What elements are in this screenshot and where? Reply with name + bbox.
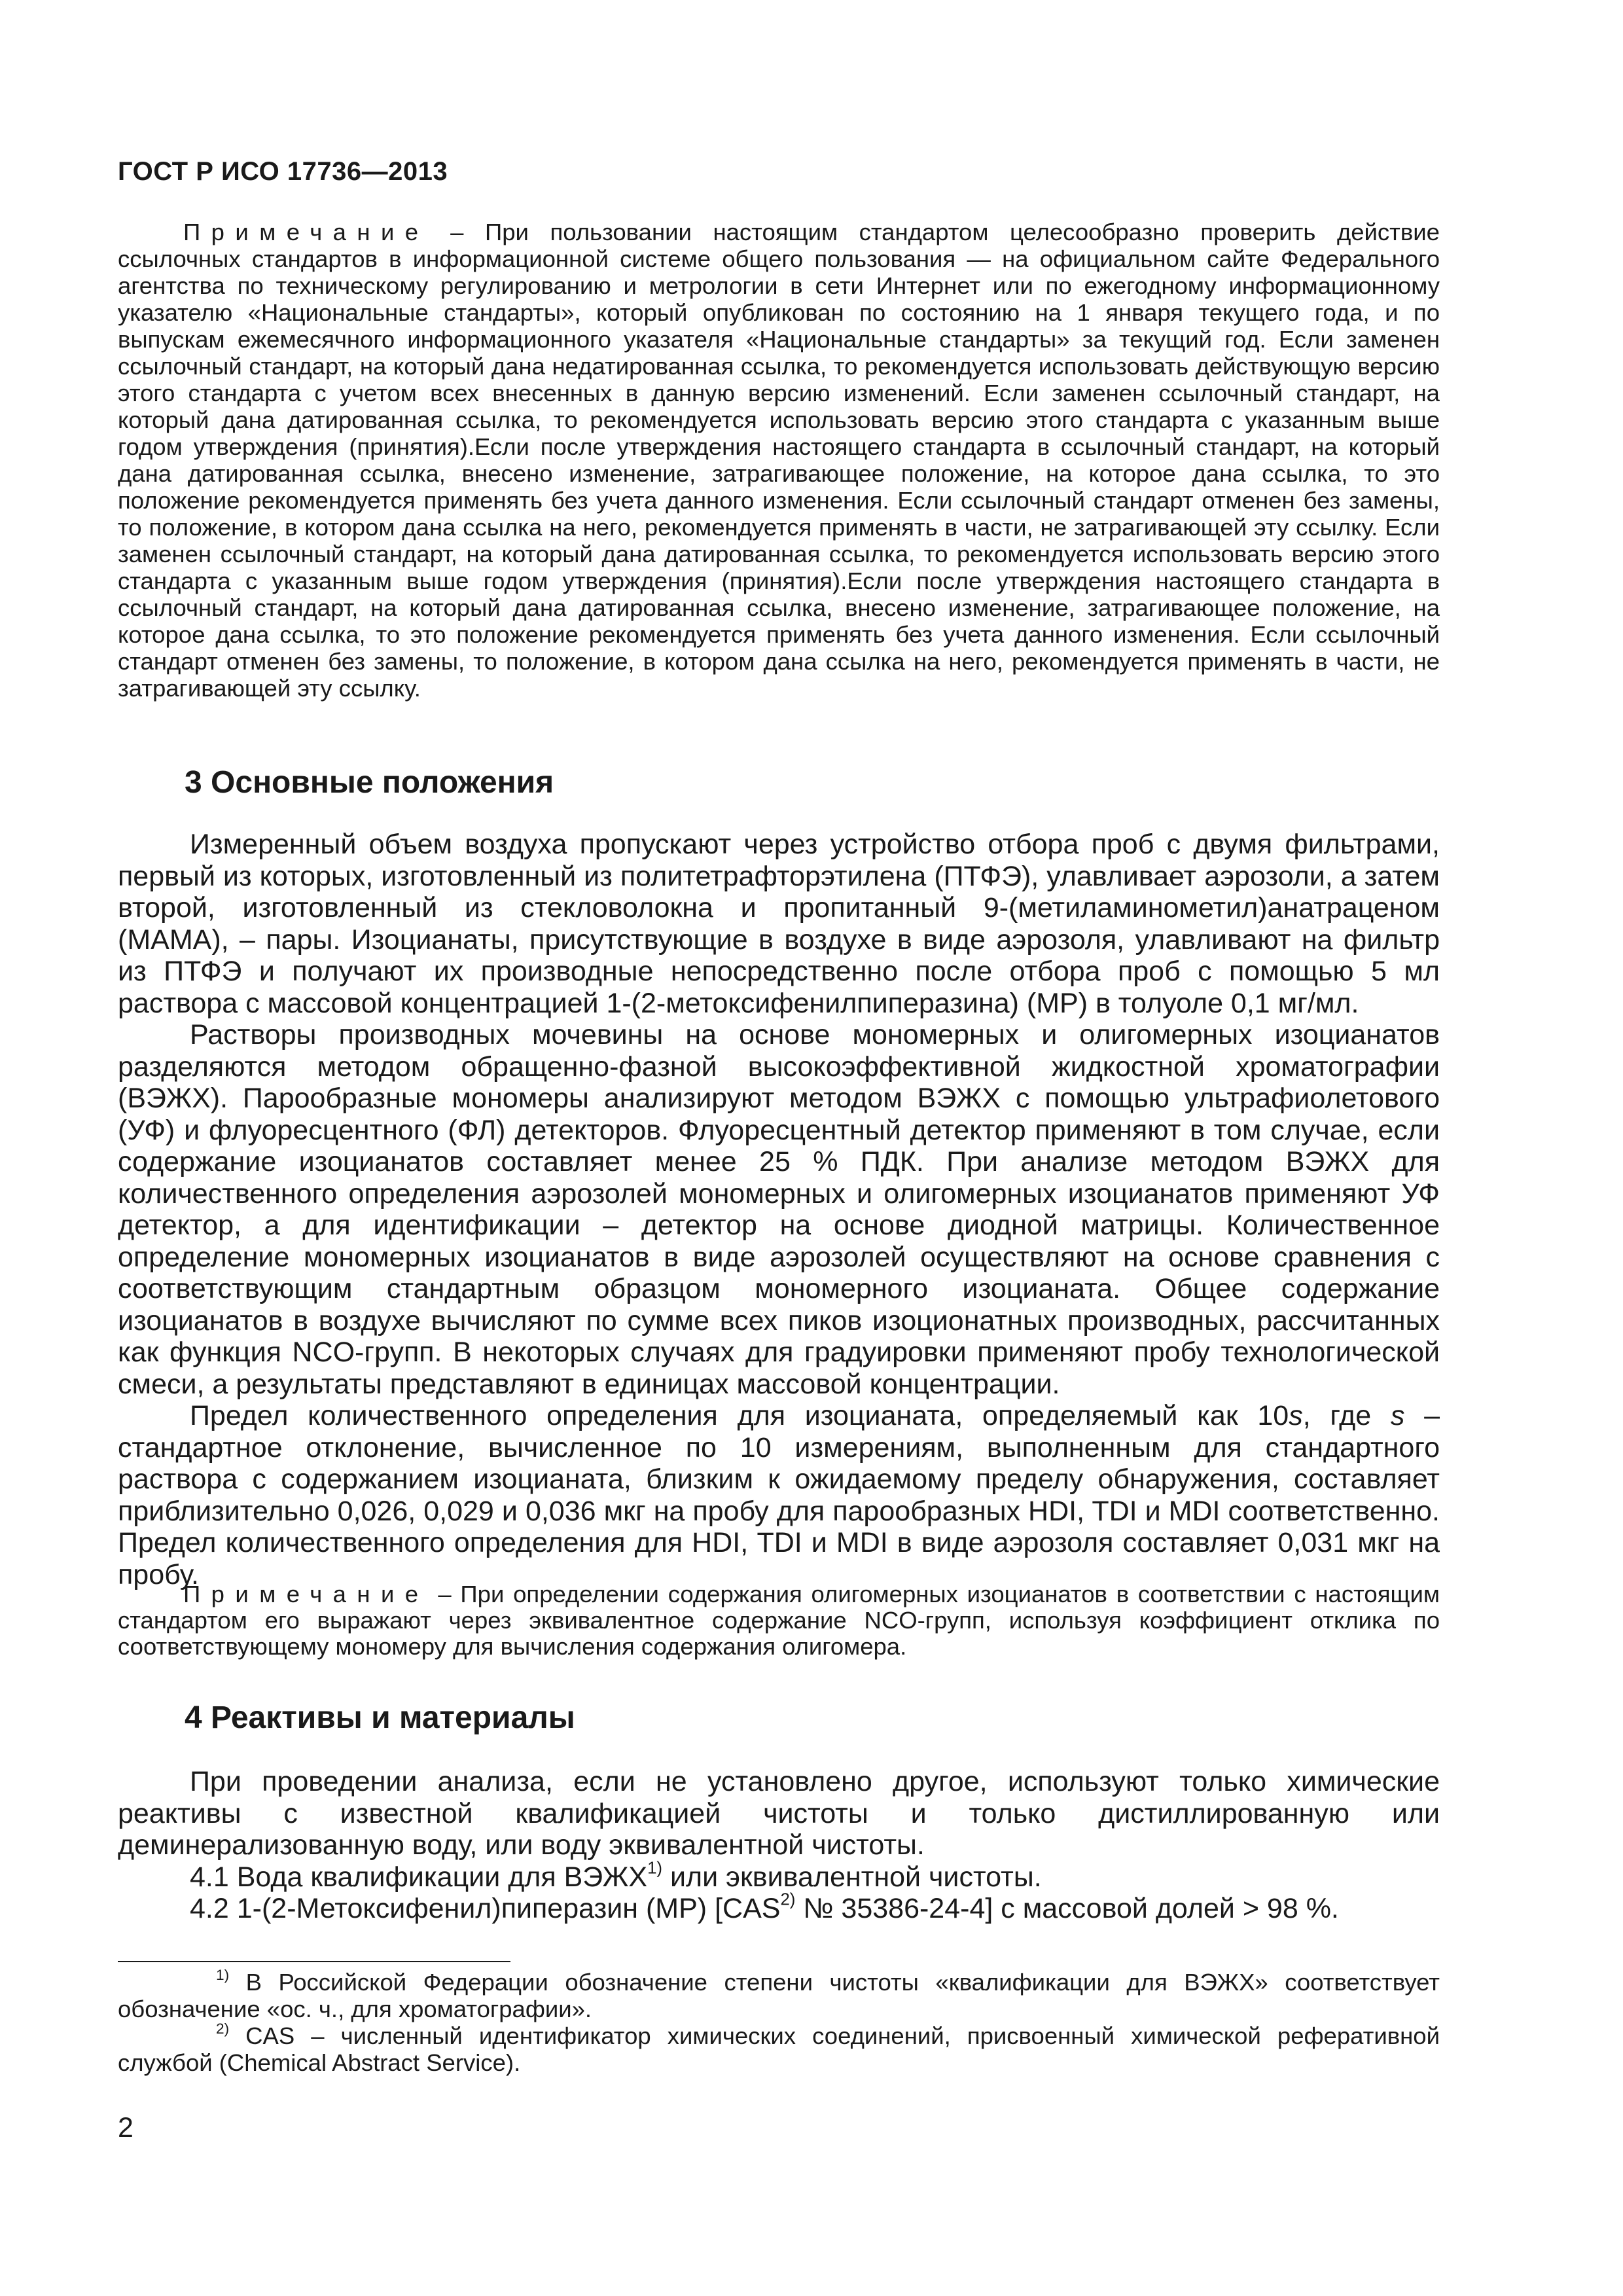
footnote-text: В Российской Федерации обозначение степени чистоты «квалификации для ВЭЖХ» соответствует обозначение «ос. ч., для хроматографии». [118, 1969, 1440, 2022]
document-header: ГОСТ Р ИСО 17736—2013 [118, 157, 448, 186]
symbol-s: s [1390, 1400, 1405, 1431]
note-text: При определении содержания олигомерных изоцианатов в соответствии с настоящим стандартом его выражают через эквивалентное содержание NCO-групп, используя коэффициент отклика по соответствующему мономеру для вычисления содержания олигомера. [118, 1581, 1440, 1660]
paragraph-text: Предел количественного определения для изоцианата, определяемый как 10 [190, 1400, 1289, 1431]
section-3-paragraph-1: Измеренный объем воздуха пропускают через устройство отбора проб с двумя фильтрами, первый из которых, изготовленный из политетрафторэтилена (ПТФЭ), улавливает аэрозоли, а затем второй, изготовленный из стекловолокна и пропитанный 9-(метиламинометил)анатраценом (МАМА), – пары. Изоцианаты, присутствующие в воздухе в виде аэрозоля, улавливают на фильтр из ПТФЭ и получают их производные непосредственно после отбора проб с помощью 5 мл раствора с массовой концентрацией 1-(2-метоксифенилпиперазина) (МР) в толуоле 0,1 мг/мл. [118, 829, 1440, 1019]
footnote-mark: 2) [216, 2020, 230, 2037]
paragraph-text: – стандартное отклонение, вычисленное по 10 измерениям, выполненным для стандартного раствора с содержанием изоцианата, близким к ожидаемому пределу обнаружения, составляет приблизительно 0,026, 0,029 и 0,036 мкг на пробу для парообразных HDI, TDI и MDI соответственно. Предел количественного определения для HDI, TDI и MDI в виде аэрозоля составляет 0,031 мкг на пробу. [118, 1400, 1440, 1590]
item-text: или эквивалентной чистоты. [662, 1861, 1042, 1893]
section-3-body [118, 829, 1440, 1590]
symbol-s: s [1289, 1400, 1303, 1431]
item-text: 4.2 1-(2-Метоксифенил)пиперазин (МР) [CAS [190, 1893, 781, 1924]
section-4-body [118, 1766, 1440, 1925]
section-4-title: 4 Реактивы и материалы [185, 1700, 575, 1735]
section-3-title: 3 Основные положения [185, 765, 554, 800]
note-dash: – [450, 219, 464, 245]
footnote-mark: 1) [216, 1967, 230, 1984]
item-4-2 [118, 1890, 1440, 1925]
section-4-intro: При проведении анализа, если не установлено другое, используют только химические реактивы с известной квалификацией чистоты и только дистиллированную или деминерализованную воду, или воду эквивалентной чистоты. [118, 1766, 1440, 1861]
note-oligomers [118, 1581, 1440, 1660]
note-label: Примечание [183, 219, 429, 245]
footnote-separator [118, 1961, 510, 1962]
note-references [118, 219, 1440, 702]
item-text: 4.1 Вода квалификации для ВЭЖХ [190, 1861, 648, 1893]
footnote-text: CAS – численный идентификатор химических соединений, присвоенный химической реферативной службой (Chemical Abstract Service). [118, 2022, 1440, 2076]
item-text: № 35386-24-4] с массовой долей > 98 %. [795, 1893, 1339, 1924]
footnote-1 [118, 1969, 1440, 2022]
paragraph-text: , где [1302, 1400, 1391, 1431]
section-3-paragraph-2: Растворы производных мочевины на основе мономерных и олигомерных изоцианатов разделяются методом обращенно-фазной высокоэффективной жидкостной хроматографии (ВЭЖХ). Парообразные мономеры анализируют методом ВЭЖХ с помощью ультрафиолетового (УФ) и флуоресцентного (ФЛ) детекторов. Флуоресцентный детектор применяют в том случае, если содержание изоцианатов составляет менее 25 % ПДК. При анализе методом ВЭЖХ для количественного определения аэрозолей мономерных и олигомерных изоцианатов применяют УФ детектор, а для идентификации – детектор на основе диодной матрицы. Количественное определение мономерных изоцианатов в виде аэрозолей осуществляют на основе сравнения с соответствующим стандартным образцом мономерного изоцианата. Общее содержание изоцианатов в воздухе вычисляют по сумме всех пиков изоционатных производных, рассчитанных как функция NCO-групп. В некоторых случаях для градуировки применяют пробу технологической смеси, а результаты представляют в единицах массовой концентрации. [118, 1019, 1440, 1400]
footnote-ref-1: 1) [647, 1859, 663, 1878]
footnotes [118, 1969, 1440, 2076]
footnote-ref-2: 2) [780, 1890, 796, 1909]
page-number: 2 [118, 2112, 134, 2144]
note-label: Примечание [183, 1581, 429, 1607]
footnote-2 [118, 2022, 1440, 2076]
note-text: При пользовании настоящим стандартом целесообразно проверить действие ссылочных стандартов в информационной системе общего пользования — на официальном сайте Федерального агентства по техническому регулированию и метрологии в сети Интернет или по ежегодному информационному указателю «Национальные стандарты», который опубликован по состоянию на 1 января текущего года, и по выпускам ежемесячного информационного указателя «Национальные стандарты» за текущий год. Если заменен ссылочный стандарт, на который дана недатированная ссылка, то рекомендуется использовать действующую версию этого стандарта с учетом всех внесенных в данную версию изменений. Если заменен ссылочный стандарт, на который дана датированная ссылка, то рекомендуется использовать версию этого стандарта с указанным выше годом утверждения (принятия).Если после утверждения настоящего стандарта в ссылочный стандарт, на который дана датированная ссылка, внесено изменение, затрагивающее положение, на которое дана ссылка, то это положение рекомендуется применять без учета данного изменения. Если ссылочный стандарт отменен без замены, то положение, в котором дана ссылка на него, рекомендуется применять в части, не затрагивающей эту ссылку. Если заменен ссылочный стандарт, на который дана датированная ссылка, то рекомендуется использовать версию этого стандарта с указанным выше годом утверждения (принятия).Если после утверждения настоящего стандарта в ссылочный стандарт, на который дана датированная ссылка, внесено изменение, затрагивающее положение, на которое дана ссылка, то это положение рекомендуется применять без учета данного изменения. Если ссылочный стандарт отменен без замены, то положение, в котором дана ссылка на него, рекомендуется применять в части, не затрагивающей эту ссылку. [118, 219, 1440, 702]
note-dash: – [438, 1581, 452, 1607]
section-3-paragraph-3 [118, 1400, 1440, 1590]
item-4-1 [118, 1861, 1440, 1893]
